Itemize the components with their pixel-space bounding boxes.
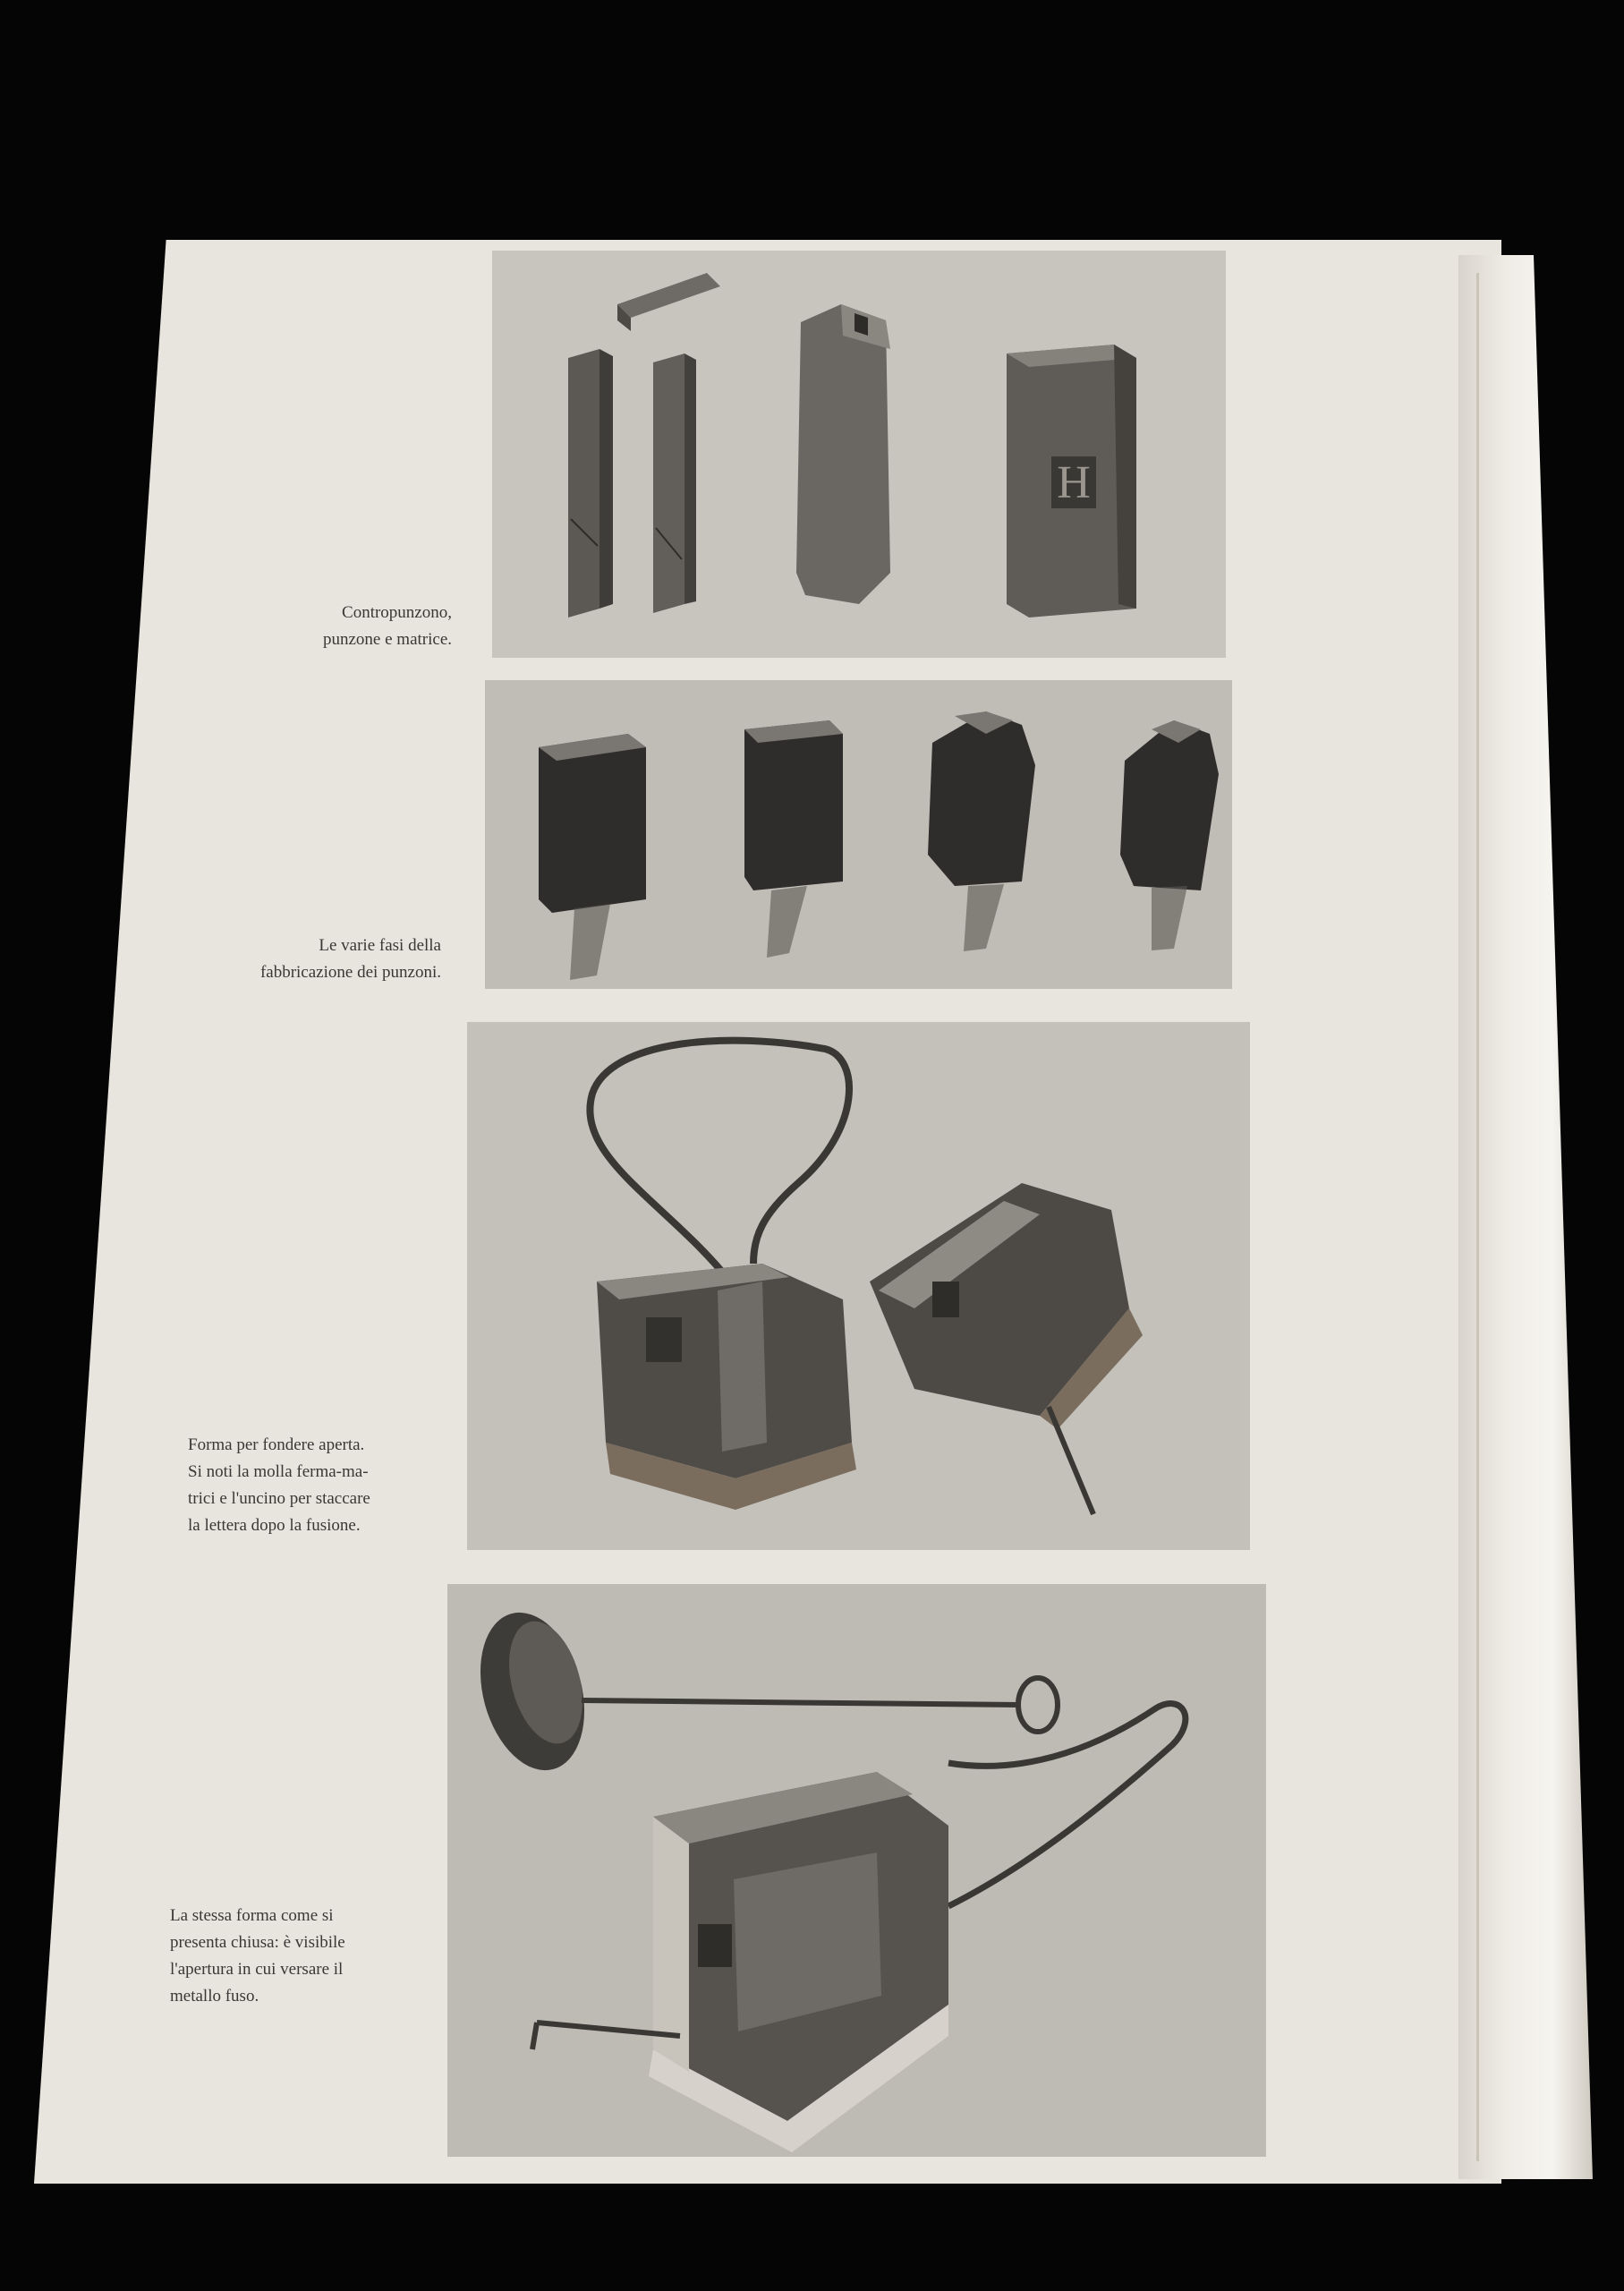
photo-punch-stages [485, 680, 1232, 989]
photo-closed-mould-with-ladle [447, 1584, 1266, 2157]
photo-open-casting-mould [467, 1022, 1250, 1550]
matrix-letter: H [1057, 457, 1091, 508]
caption-photo2: Le varie fasi della fabbricazione dei punzoni. [259, 936, 441, 982]
caption-photo1: Contropunzono, punzone e matrice. [322, 603, 452, 649]
caption-photo4: La stessa forma come si presenta chiusa: è visibile l'apertura in cui versare il metallo fuso. [170, 1906, 345, 2006]
page-stack-edge [1458, 255, 1593, 2179]
caption-photo3: Forma per fondere aperta. Si noti la molla ferma-ma- trici e l'uncino per staccare la lettera dopo la fusione. [188, 1435, 370, 1535]
photo-counterpunch-punch-matrix [492, 251, 1226, 658]
